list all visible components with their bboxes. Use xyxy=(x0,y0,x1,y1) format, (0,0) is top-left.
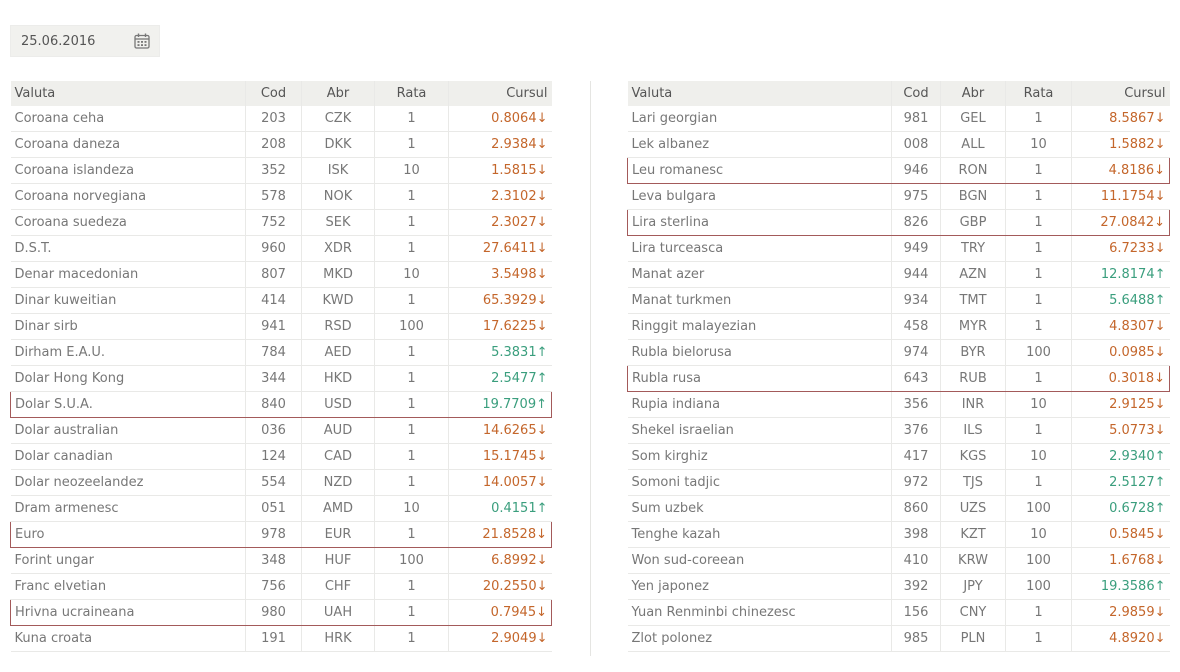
rate-unit-cell: 1 xyxy=(375,574,449,600)
rate-unit-cell: 100 xyxy=(1006,548,1072,574)
exchange-rate-cell: 14.6265↓ xyxy=(449,418,552,444)
code-cell: 643 xyxy=(892,366,941,392)
table-row xyxy=(11,132,552,158)
currency-name-cell: Dinar kuweitian xyxy=(11,288,246,314)
code-cell: 208 xyxy=(246,132,302,158)
abbreviation-cell: DKK xyxy=(302,132,375,158)
rate-unit-cell: 1 xyxy=(1006,626,1072,652)
header-cursul[interactable]: Cursul xyxy=(1072,81,1170,106)
abbreviation-cell: CHF xyxy=(302,574,375,600)
code-cell: 392 xyxy=(892,574,941,600)
exchange-rate-cell: 2.3102↓ xyxy=(449,184,552,210)
currency-name-cell: Tenghe kazah xyxy=(628,522,892,548)
code-cell: 578 xyxy=(246,184,302,210)
code-cell: 124 xyxy=(246,444,302,470)
abbreviation-cell: USD xyxy=(302,392,375,418)
rate-unit-cell: 1 xyxy=(1006,470,1072,496)
rate-unit-cell: 1 xyxy=(1006,262,1072,288)
table-row xyxy=(628,574,1170,600)
table-row xyxy=(628,626,1170,652)
abbreviation-cell: AZN xyxy=(941,262,1006,288)
code-cell: 344 xyxy=(246,366,302,392)
rate-unit-cell: 1 xyxy=(375,106,449,132)
table-row xyxy=(11,444,552,470)
abbreviation-cell: CAD xyxy=(302,444,375,470)
table-row xyxy=(11,470,552,496)
header-valuta[interactable]: Valuta xyxy=(628,81,892,106)
code-cell: 949 xyxy=(892,236,941,262)
exchange-rate-cell: 2.5477↑ xyxy=(449,366,552,392)
currency-name-cell: Manat turkmen xyxy=(628,288,892,314)
currency-name-cell: Lari georgian xyxy=(628,106,892,132)
abbreviation-cell: CZK xyxy=(302,106,375,132)
table-row xyxy=(11,392,552,418)
abbreviation-cell: AED xyxy=(302,340,375,366)
exchange-rate-cell: 5.6488↑ xyxy=(1072,288,1170,314)
table-row xyxy=(628,444,1170,470)
currency-name-cell: Rubla rusa xyxy=(628,366,892,392)
code-cell: 348 xyxy=(246,548,302,574)
exchange-rate-cell: 27.0842↓ xyxy=(1072,210,1170,236)
exchange-rate-cell: 65.3929↓ xyxy=(449,288,552,314)
abbreviation-cell: MKD xyxy=(302,262,375,288)
abbreviation-cell: HRK xyxy=(302,626,375,652)
exchange-rate-cell: 27.6411↓ xyxy=(449,236,552,262)
rate-unit-cell: 1 xyxy=(375,470,449,496)
rate-unit-cell: 10 xyxy=(1006,522,1072,548)
rate-unit-cell: 1 xyxy=(1006,106,1072,132)
currency-name-cell: Won sud-coreean xyxy=(628,548,892,574)
header-valuta[interactable]: Valuta xyxy=(11,81,246,106)
date-input[interactable] xyxy=(11,26,129,56)
rate-unit-cell: 1 xyxy=(1006,288,1072,314)
currency-name-cell: D.S.T. xyxy=(11,236,246,262)
rate-unit-cell: 1 xyxy=(375,288,449,314)
code-cell: 980 xyxy=(246,600,302,626)
rate-unit-cell: 1 xyxy=(1006,418,1072,444)
exchange-rate-cell: 1.5815↓ xyxy=(449,158,552,184)
abbreviation-cell: RON xyxy=(941,158,1006,184)
exchange-rate-cell: 2.9049↓ xyxy=(449,626,552,652)
currency-name-cell: Yuan Renminbi chinezesc xyxy=(628,600,892,626)
table-row xyxy=(628,548,1170,574)
code-cell: 978 xyxy=(246,522,302,548)
code-cell: 376 xyxy=(892,418,941,444)
rate-unit-cell: 100 xyxy=(375,314,449,340)
abbreviation-cell: TMT xyxy=(941,288,1006,314)
code-cell: 756 xyxy=(246,574,302,600)
rate-unit-cell: 1 xyxy=(375,626,449,652)
table-row xyxy=(628,418,1170,444)
table-row xyxy=(11,366,552,392)
header-rata[interactable]: Rata xyxy=(375,81,449,106)
exchange-rate-cell: 19.3586↑ xyxy=(1072,574,1170,600)
currency-name-cell: Kuna croata xyxy=(11,626,246,652)
abbreviation-cell: HUF xyxy=(302,548,375,574)
currency-name-cell: Coroana islandeza xyxy=(11,158,246,184)
currency-name-cell: Dinar sirb xyxy=(11,314,246,340)
calendar-icon[interactable] xyxy=(133,32,151,50)
abbreviation-cell: AMD xyxy=(302,496,375,522)
table-row xyxy=(11,574,552,600)
abbreviation-cell: INR xyxy=(941,392,1006,418)
exchange-rate-cell: 2.5127↑ xyxy=(1072,470,1170,496)
abbreviation-cell: ALL xyxy=(941,132,1006,158)
rate-unit-cell: 1 xyxy=(1006,236,1072,262)
abbreviation-cell: NOK xyxy=(302,184,375,210)
abbreviation-cell: HKD xyxy=(302,366,375,392)
code-cell: 784 xyxy=(246,340,302,366)
abbreviation-cell: EUR xyxy=(302,522,375,548)
abbreviation-cell: KRW xyxy=(941,548,1006,574)
table-row xyxy=(11,236,552,262)
rate-unit-cell: 10 xyxy=(1006,132,1072,158)
table-row xyxy=(628,470,1170,496)
rate-unit-cell: 1 xyxy=(375,236,449,262)
table-row xyxy=(628,106,1170,132)
code-cell: 417 xyxy=(892,444,941,470)
currency-name-cell: Dolar S.U.A. xyxy=(11,392,246,418)
exchange-rate-cell: 17.6225↓ xyxy=(449,314,552,340)
table-row xyxy=(11,626,552,652)
rate-unit-cell: 1 xyxy=(1006,210,1072,236)
table-row xyxy=(11,418,552,444)
code-cell: 960 xyxy=(246,236,302,262)
currency-name-cell: Hrivna ucraineana xyxy=(11,600,246,626)
table-row xyxy=(628,132,1170,158)
column-divider xyxy=(590,81,591,656)
rate-unit-cell: 100 xyxy=(1006,574,1072,600)
table-row xyxy=(11,340,552,366)
currency-name-cell: Lira turceasca xyxy=(628,236,892,262)
exchange-rate-cell: 2.9384↓ xyxy=(449,132,552,158)
table-row xyxy=(628,496,1170,522)
abbreviation-cell: AUD xyxy=(302,418,375,444)
code-cell: 203 xyxy=(246,106,302,132)
table-row xyxy=(628,340,1170,366)
code-cell: 398 xyxy=(892,522,941,548)
rate-unit-cell: 1 xyxy=(375,418,449,444)
abbreviation-cell: KGS xyxy=(941,444,1006,470)
code-cell: 554 xyxy=(246,470,302,496)
rate-unit-cell: 1 xyxy=(375,210,449,236)
currency-name-cell: Somoni tadjic xyxy=(628,470,892,496)
rate-unit-cell: 1 xyxy=(1006,600,1072,626)
code-cell: 458 xyxy=(892,314,941,340)
code-cell: 356 xyxy=(892,392,941,418)
exchange-rate-cell: 20.2550↓ xyxy=(449,574,552,600)
exchange-rate-cell: 14.0057↓ xyxy=(449,470,552,496)
currency-name-cell: Rupia indiana xyxy=(628,392,892,418)
rates-table-right xyxy=(627,81,1170,652)
exchange-rate-cell: 0.7945↓ xyxy=(449,600,552,626)
currency-name-cell: Euro xyxy=(11,522,246,548)
code-cell: 860 xyxy=(892,496,941,522)
rate-unit-cell: 1 xyxy=(1006,314,1072,340)
rate-unit-cell: 100 xyxy=(1006,340,1072,366)
exchange-rate-cell: 12.8174↑ xyxy=(1072,262,1170,288)
exchange-rate-cell: 0.8064↓ xyxy=(449,106,552,132)
table-row xyxy=(11,548,552,574)
exchange-rate-cell: 3.5498↓ xyxy=(449,262,552,288)
code-cell: 752 xyxy=(246,210,302,236)
currency-name-cell: Shekel israelian xyxy=(628,418,892,444)
abbreviation-cell: BGN xyxy=(941,184,1006,210)
rates-table-left xyxy=(10,81,552,652)
abbreviation-cell: MYR xyxy=(941,314,1006,340)
table-row xyxy=(11,158,552,184)
currency-name-cell: Zlot polonez xyxy=(628,626,892,652)
table-row xyxy=(11,600,552,626)
currency-name-cell: Sum uzbek xyxy=(628,496,892,522)
exchange-rate-cell: 1.6768↓ xyxy=(1072,548,1170,574)
currency-name-cell: Dolar australian xyxy=(11,418,246,444)
header-rata[interactable]: Rata xyxy=(1006,81,1072,106)
exchange-rate-cell: 2.9340↑ xyxy=(1072,444,1170,470)
currency-name-cell: Som kirghiz xyxy=(628,444,892,470)
rate-unit-cell: 1 xyxy=(375,600,449,626)
currency-name-cell: Leu romanesc xyxy=(628,158,892,184)
header-cursul[interactable]: Cursul xyxy=(449,81,552,106)
rate-unit-cell: 10 xyxy=(375,262,449,288)
table-row xyxy=(11,262,552,288)
exchange-rate-cell: 21.8528↓ xyxy=(449,522,552,548)
code-cell: 981 xyxy=(892,106,941,132)
rate-unit-cell: 1 xyxy=(375,132,449,158)
abbreviation-cell: KZT xyxy=(941,522,1006,548)
rate-unit-cell: 1 xyxy=(1006,184,1072,210)
currency-name-cell: Dolar canadian xyxy=(11,444,246,470)
currency-name-cell: Leva bulgara xyxy=(628,184,892,210)
table-row xyxy=(11,496,552,522)
abbreviation-cell: GEL xyxy=(941,106,1006,132)
exchange-rate-cell: 0.0985↓ xyxy=(1072,340,1170,366)
code-cell: 191 xyxy=(246,626,302,652)
currency-name-cell: Coroana suedeza xyxy=(11,210,246,236)
exchange-rate-cell: 5.0773↓ xyxy=(1072,418,1170,444)
rate-unit-cell: 1 xyxy=(1006,158,1072,184)
rate-unit-cell: 100 xyxy=(1006,496,1072,522)
exchange-rate-cell: 5.3831↑ xyxy=(449,340,552,366)
rate-unit-cell: 10 xyxy=(1006,444,1072,470)
code-cell: 974 xyxy=(892,340,941,366)
table-row xyxy=(11,210,552,236)
currency-name-cell: Lira sterlina xyxy=(628,210,892,236)
currency-name-cell: Coroana daneza xyxy=(11,132,246,158)
date-picker[interactable] xyxy=(10,25,160,57)
code-cell: 414 xyxy=(246,288,302,314)
table-row xyxy=(11,314,552,340)
abbreviation-cell: TJS xyxy=(941,470,1006,496)
code-cell: 156 xyxy=(892,600,941,626)
code-cell: 975 xyxy=(892,184,941,210)
rate-unit-cell: 10 xyxy=(1006,392,1072,418)
abbreviation-cell: JPY xyxy=(941,574,1006,600)
exchange-rate-cell: 2.9859↓ xyxy=(1072,600,1170,626)
abbreviation-cell: KWD xyxy=(302,288,375,314)
exchange-rate-cell: 0.4151↑ xyxy=(449,496,552,522)
table-row xyxy=(628,522,1170,548)
rate-unit-cell: 1 xyxy=(375,522,449,548)
rate-unit-cell: 1 xyxy=(375,366,449,392)
exchange-rate-cell: 6.8992↓ xyxy=(449,548,552,574)
rate-unit-cell: 100 xyxy=(375,548,449,574)
abbreviation-cell: RUB xyxy=(941,366,1006,392)
code-cell: 946 xyxy=(892,158,941,184)
currency-name-cell: Coroana norvegiana xyxy=(11,184,246,210)
header-abr[interactable]: Abr xyxy=(302,81,375,106)
exchange-rate-cell: 0.5845↓ xyxy=(1072,522,1170,548)
table-row xyxy=(628,288,1170,314)
table-row xyxy=(628,392,1170,418)
table-row xyxy=(11,288,552,314)
abbreviation-cell: XDR xyxy=(302,236,375,262)
currency-name-cell: Denar macedonian xyxy=(11,262,246,288)
table-row xyxy=(628,210,1170,236)
header-cod[interactable]: Cod xyxy=(246,81,302,106)
table-row xyxy=(628,158,1170,184)
currency-name-cell: Franc elvetian xyxy=(11,574,246,600)
code-cell: 051 xyxy=(246,496,302,522)
rate-unit-cell: 10 xyxy=(375,158,449,184)
code-cell: 807 xyxy=(246,262,302,288)
currency-name-cell: Ringgit malayezian xyxy=(628,314,892,340)
abbreviation-cell: CNY xyxy=(941,600,1006,626)
currency-name-cell: Forint ungar xyxy=(11,548,246,574)
code-cell: 036 xyxy=(246,418,302,444)
abbreviation-cell: RSD xyxy=(302,314,375,340)
currency-name-cell: Manat azer xyxy=(628,262,892,288)
currency-name-cell: Dram armenesc xyxy=(11,496,246,522)
exchange-rate-cell: 15.1745↓ xyxy=(449,444,552,470)
exchange-rate-cell: 1.5882↓ xyxy=(1072,132,1170,158)
abbreviation-cell: ILS xyxy=(941,418,1006,444)
table-row xyxy=(628,366,1170,392)
code-cell: 352 xyxy=(246,158,302,184)
currency-name-cell: Dolar Hong Kong xyxy=(11,366,246,392)
table-row xyxy=(11,522,552,548)
abbreviation-cell: PLN xyxy=(941,626,1006,652)
currency-name-cell: Yen japonez xyxy=(628,574,892,600)
table-row xyxy=(628,314,1170,340)
code-cell: 985 xyxy=(892,626,941,652)
abbreviation-cell: UAH xyxy=(302,600,375,626)
table-row xyxy=(628,262,1170,288)
header-abr[interactable]: Abr xyxy=(941,81,1006,106)
code-cell: 008 xyxy=(892,132,941,158)
abbreviation-cell: GBP xyxy=(941,210,1006,236)
code-cell: 944 xyxy=(892,262,941,288)
abbreviation-cell: SEK xyxy=(302,210,375,236)
table-row xyxy=(11,106,552,132)
abbreviation-cell: UZS xyxy=(941,496,1006,522)
rate-unit-cell: 1 xyxy=(375,340,449,366)
exchange-rate-cell: 2.3027↓ xyxy=(449,210,552,236)
exchange-rate-cell: 4.8186↓ xyxy=(1072,158,1170,184)
rate-unit-cell: 1 xyxy=(375,184,449,210)
rate-unit-cell: 10 xyxy=(375,496,449,522)
table-header-row xyxy=(11,81,552,106)
exchange-rate-cell: 0.3018↓ xyxy=(1072,366,1170,392)
currency-name-cell: Lek albanez xyxy=(628,132,892,158)
currency-name-cell: Dolar neozeelandez xyxy=(11,470,246,496)
exchange-rate-cell: 0.6728↑ xyxy=(1072,496,1170,522)
table-header-row xyxy=(628,81,1170,106)
code-cell: 934 xyxy=(892,288,941,314)
exchange-rate-cell: 2.9125↓ xyxy=(1072,392,1170,418)
abbreviation-cell: TRY xyxy=(941,236,1006,262)
table-row xyxy=(628,184,1170,210)
header-cod[interactable]: Cod xyxy=(892,81,941,106)
code-cell: 941 xyxy=(246,314,302,340)
abbreviation-cell: BYR xyxy=(941,340,1006,366)
exchange-rate-cell: 6.7233↓ xyxy=(1072,236,1170,262)
abbreviation-cell: ISK xyxy=(302,158,375,184)
exchange-rate-cell: 4.8920↓ xyxy=(1072,626,1170,652)
currency-name-cell: Coroana ceha xyxy=(11,106,246,132)
exchange-rate-cell: 11.1754↓ xyxy=(1072,184,1170,210)
exchange-rate-cell: 19.7709↑ xyxy=(449,392,552,418)
table-row xyxy=(628,600,1170,626)
currency-name-cell: Dirham E.A.U. xyxy=(11,340,246,366)
rate-unit-cell: 1 xyxy=(1006,366,1072,392)
rate-unit-cell: 1 xyxy=(375,392,449,418)
currency-name-cell: Rubla bielorusa xyxy=(628,340,892,366)
code-cell: 840 xyxy=(246,392,302,418)
code-cell: 410 xyxy=(892,548,941,574)
exchange-rate-cell: 4.8307↓ xyxy=(1072,314,1170,340)
rate-unit-cell: 1 xyxy=(375,444,449,470)
exchange-rate-cell: 8.5867↓ xyxy=(1072,106,1170,132)
table-row xyxy=(11,184,552,210)
code-cell: 972 xyxy=(892,470,941,496)
code-cell: 826 xyxy=(892,210,941,236)
table-row xyxy=(628,236,1170,262)
abbreviation-cell: NZD xyxy=(302,470,375,496)
